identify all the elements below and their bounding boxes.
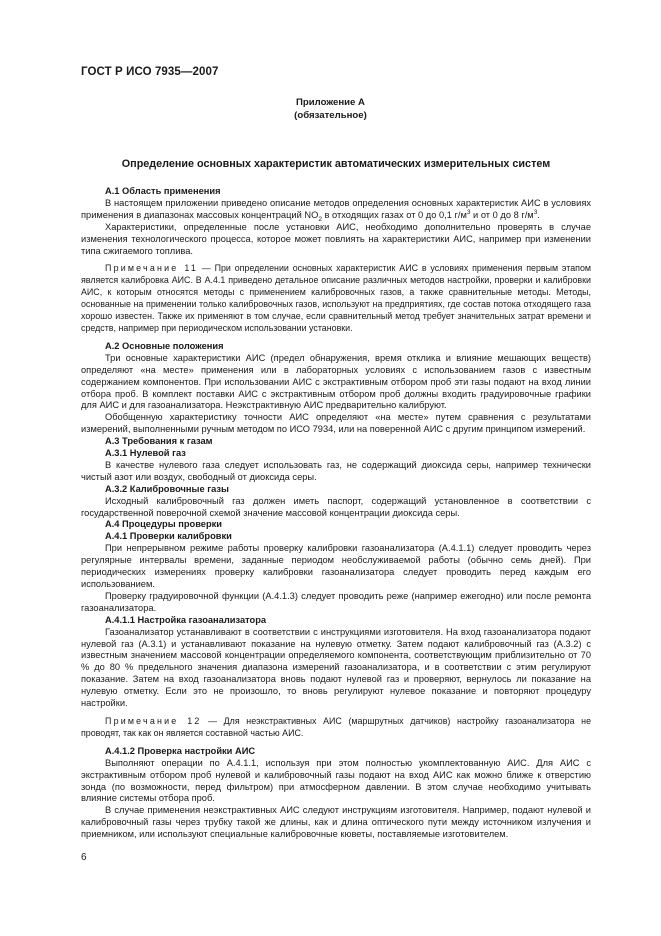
paragraph: Проверку градуировочной функции (А.4.1.3) следует проводить реже (например ежегодно) или после ремонта газоанализатора.	[81, 590, 591, 613]
section-heading-a2: А.2 Основные положения	[105, 340, 224, 351]
paragraph: В качестве нулевого газа следует использовать газ, не содержащий диоксида серы, например технически чистый азот или воздух, свободный от диоксида серы.	[81, 459, 591, 482]
section-heading-a4: А.4 Процедуры проверки	[105, 519, 223, 530]
page-number: 6	[81, 852, 87, 863]
paragraph: Исходный калибровочный газ должен иметь паспорт, содержащий установленное в соответствии с государственной поверочной схемой значение массовой концентрации диоксида серы.	[81, 495, 591, 518]
section-heading-a31: А.3.1 Нулевой газ	[105, 448, 186, 459]
section-heading-a1: А.1 Область применения	[105, 186, 221, 196]
note-11: Примечание 11 — При определении основных характеристик АИС в условиях применения первым этапом является калибровка АИС. В А.4.1 приведено детальное описание различных методов настройки, проверки и калибровки АИС, к которым относятся методы с применением калибровочных газов, а также сравнительные методы. Методы, основанные на применении только калибровочных газов, используют на предприятиях, где состав потока отходящего газа хорошо известен. Также их применяют в том случае, если сравнительный метод требует значительных затрат времени и средств, например при периодическом использовании установки.	[81, 263, 591, 333]
section-heading-a3: А.3 Требования к газам	[105, 436, 213, 447]
paragraph: Выполняют операции по А.4.1.1, используя при этом полностью укомплектованную АИС. Для АИС с экстрактивным отбором проб нулевой и калибровочный газы подают на вход АИС как можно ближе к отверстию зонда (по возможности, перед фильтром) при атмосферном давлении. В этом случае необходимо учитывать влияние системы отбора проб.	[81, 757, 591, 804]
paragraph: При непрерывном режиме работы проверку калибровки газоанализатора (А.4.1.1) следует проводить через регулярные интервалы времени, заданные периодом необслуживаемой работы (обычно семь дней). При периодических измерениях проверку калибровки газоанализатора следует проводить перед каждым его использованием.	[81, 543, 591, 589]
section-heading-a32: А.3.2 Калибровочные газы	[105, 483, 229, 494]
paragraph: Характеристики, определенные после установки АИС, необходимо дополнительно проверять в случае изменения технологического процесса, которое может повлиять на характеристики АИС, например при изменении типа сжигаемого топлива.	[81, 221, 591, 256]
section-heading-a412: А.4.1.2 Проверка настройки АИС	[105, 745, 256, 756]
note-12: Примечание 12 — Для неэкстрактивных АИС (маршрутных датчиков) настройку газоанализатора не проводят, так как он является составной частью АИС.	[81, 715, 592, 738]
appendix-subtitle: (обязательное)	[294, 110, 367, 121]
section-heading-a411: А.4.1.1 Настройка газоанализатора	[105, 614, 267, 625]
paragraph: В случае применения неэкстрактивных АИС следуют инструкциям изготовителя. Например, подают нулевой и калибровочный газы через трубку такой же длины, как и длина оптического пути между источником излучения и приемником, или используют специальные калибровочные кюветы, поставляемые изготовителем.	[81, 805, 591, 840]
paragraph: Газоанализатор устанавливают в соответствии с инструкциями изготовителя. На вход газоанализатора подают нулевой газ (А.3.1) и устанавливают показание на нулевую отметку. Затем подают калибровочный газ (А.3.2) с известным значением массовой концентрации определяемого компонента, соответствующим приблизительно от 70 % до 80 % предельного значения диапазона измерений газоанализатора, и в соответствии с этим регулируют показание. Затем на вход газоанализатора вновь подают нулевой газ и проверяют, вернулось ли показание на нулевую отметку. Если это не произошло, то вновь регулируют нулевое показание и повторяют процедуру настройки.	[81, 626, 591, 709]
appendix-title: Приложение А	[296, 97, 365, 108]
document-body	[81, 186, 591, 841]
note-label: Примечание 12	[105, 715, 202, 726]
appendix-heading	[0, 96, 661, 122]
note-label: Примечание 11	[105, 263, 199, 274]
paragraph: Обобщенную характеристику точности АИС определяют «на месте» путем сравнения с результатами измерений, выполненными ручным методом по ИСО 7934, или на поверенной АИС с другим принципом измерений.	[81, 412, 591, 435]
paragraph: Три основные характеристики АИС (предел обнаружения, время отклика и влияние мешающих веществ) определяют «на месте» применения или в лабораторных условиях с использованием газов с известным содержанием компонентов. При использовании АИС с экстрактивным отбором проб эти газы подают на вход линии отбора проб. В комплект поставки АИС с экстрактивным отбором проб должны входить градуировочные графики для АИС и для газоанализатора. Неэкстрактивную АИС предварительно калибруют.	[81, 352, 591, 411]
section-heading-a41: А.4.1 Проверки калибровки	[105, 531, 232, 542]
main-title: Определение основных характеристик автоматических измерительных систем	[121, 158, 551, 170]
standard-header: ГОСТ Р ИСО 7935—2007	[81, 66, 219, 78]
paragraph: В настоящем приложении приведено описание методов определения основных характеристик АИС в условиях применения в диапазонах массовых концентраций $NO_2$ в отходящих газах от 0 до 0,1 $г/м^3$ и от 0 до 8 $г/м^3$.	[81, 197, 591, 223]
